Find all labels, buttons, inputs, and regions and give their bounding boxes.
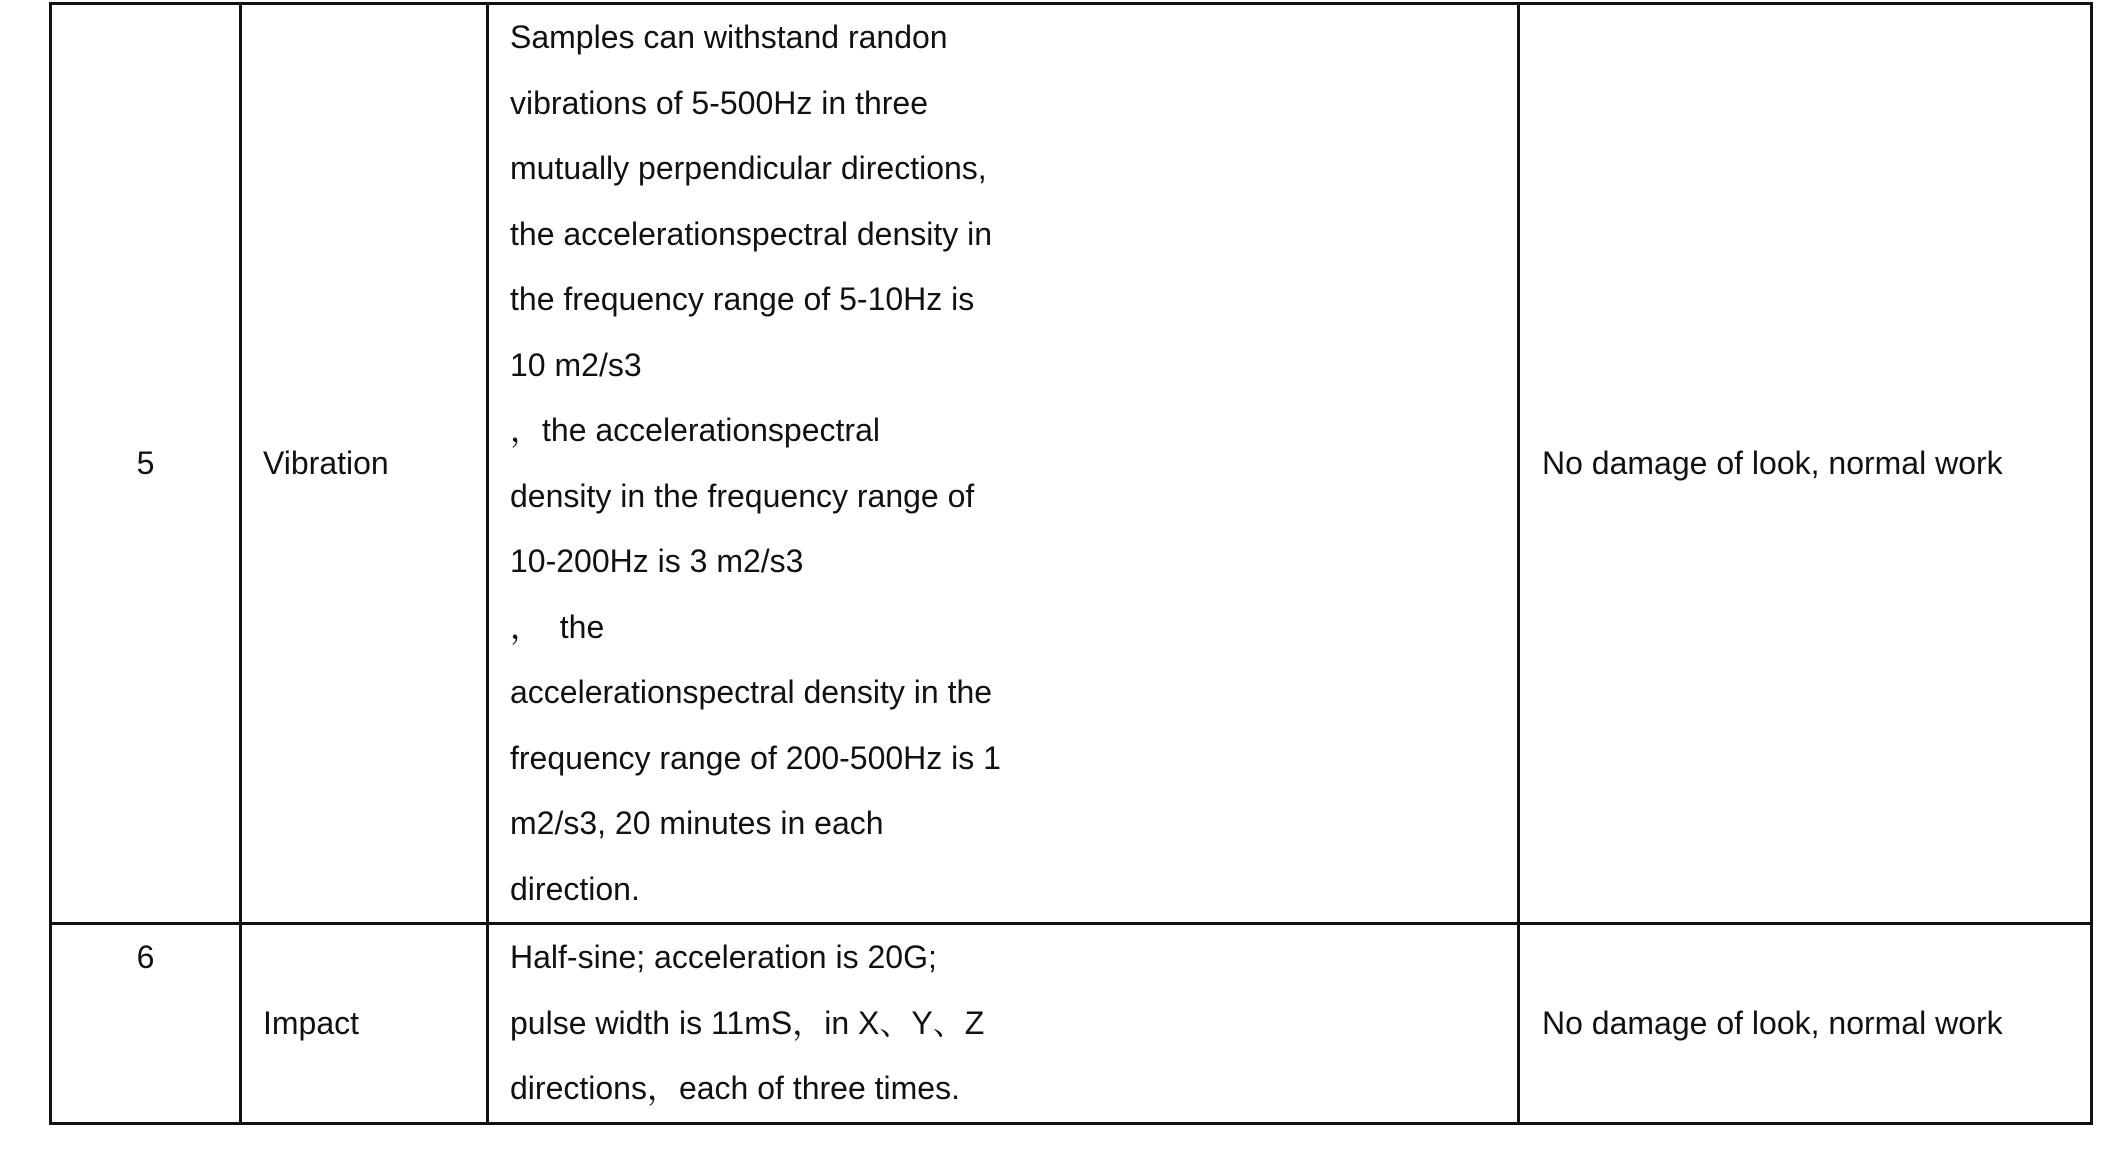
table-row-vibration — [51, 4, 2092, 924]
requirement-line: Half-sine; acceleration is 20G; — [510, 939, 937, 975]
requirement-line: ， the — [510, 608, 605, 645]
requirement-line: m2/s3, 20 minutes in each — [510, 805, 884, 841]
test-item-name: Vibration — [263, 444, 389, 481]
requirement-line: density in the frequency range of — [510, 477, 975, 514]
test-item-cell — [241, 924, 488, 1124]
requirement-line: Samples can withstand randon — [510, 19, 948, 55]
requirement-cell — [488, 4, 1519, 924]
requirement-line: accelerationspectral density in the — [510, 674, 993, 710]
requirement-line: frequency range of 200-500Hz is 1 — [510, 739, 1001, 776]
requirement-line: mutually perpendicular directions, — [510, 150, 987, 186]
requirement-line: direction. — [510, 870, 640, 907]
requirement-line: ，the accelerationspectral — [510, 412, 880, 448]
requirement-line: 10 m2/s3 — [510, 346, 642, 383]
requirement-cell — [488, 924, 1519, 1124]
requirement-line: the accelerationspectral density in — [510, 215, 993, 252]
test-result: No damage of look, normal work — [1542, 1004, 2003, 1041]
row-number: 6 — [136, 939, 155, 975]
test-result: No damage of look, normal work — [1542, 444, 2003, 481]
row-number-cell — [51, 924, 241, 1124]
table-row-impact — [51, 924, 2092, 1124]
test-requirements-table — [49, 2, 2093, 1125]
requirement-line: directions，each of three times. — [510, 1070, 960, 1106]
requirement-line: pulse width is 11mS，in X、Y、Z — [510, 1004, 985, 1041]
row-number-cell — [51, 4, 241, 924]
test-item-cell — [241, 4, 488, 924]
test-item-name: Impact — [263, 1004, 360, 1041]
row-number: 5 — [136, 444, 155, 481]
result-cell — [1519, 924, 2092, 1124]
result-cell — [1519, 4, 2092, 924]
requirement-line: vibrations of 5-500Hz in three — [510, 84, 928, 121]
requirement-line: 10-200Hz is 3 m2/s3 — [510, 543, 804, 579]
requirement-line: the frequency range of 5-10Hz is — [510, 281, 975, 317]
